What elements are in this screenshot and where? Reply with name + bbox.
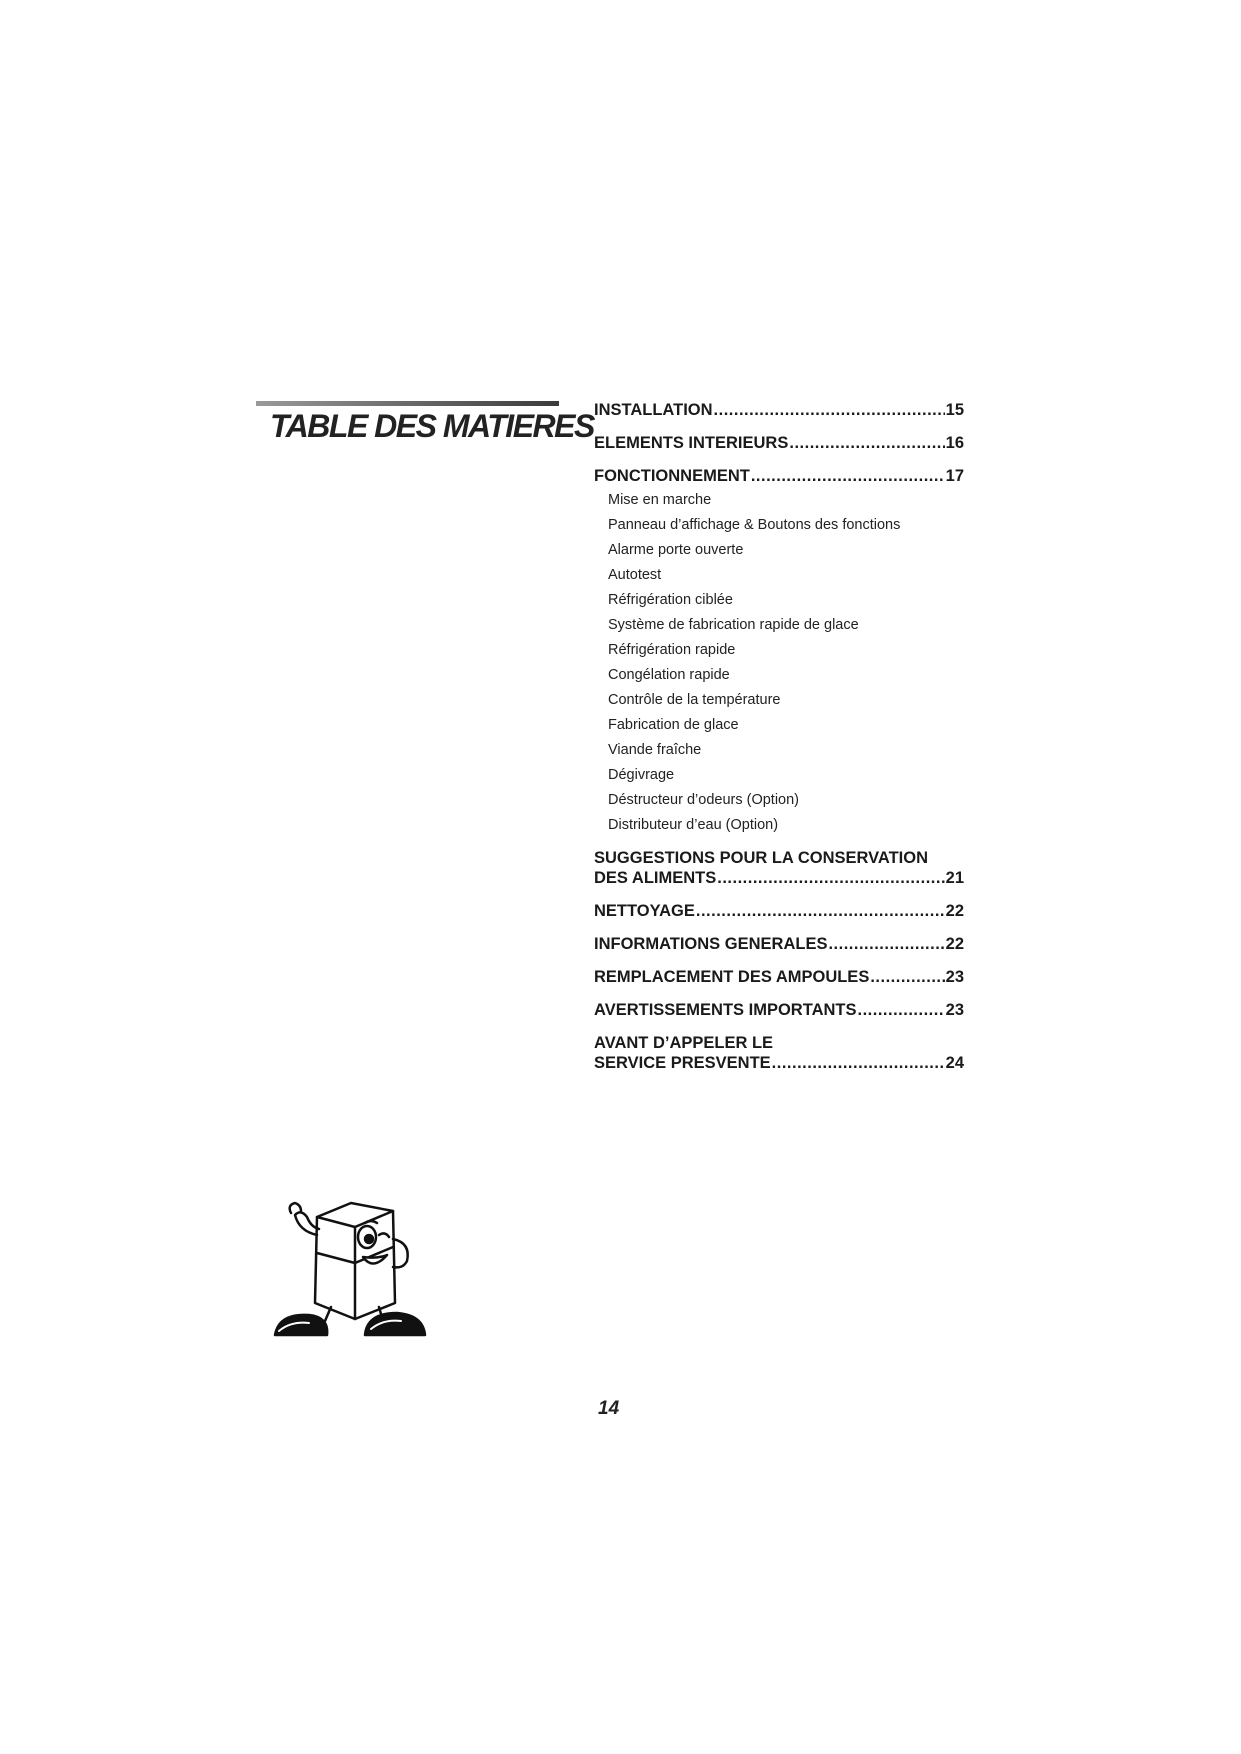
toc-leader <box>870 967 944 987</box>
page-number: 14 <box>598 1398 620 1419</box>
toc-page: 17 <box>945 467 964 485</box>
toc-subitem[interactable]: Dégivrage <box>608 767 675 783</box>
toc-subitem[interactable]: Viande fraîche <box>608 742 702 758</box>
toc-label-line1: SUGGESTIONS POUR LA CONSERVATION <box>594 849 929 867</box>
toc-entry-nettoyage[interactable] <box>594 901 964 921</box>
toc-entry-informations-generales[interactable] <box>594 934 964 954</box>
toc-label: NETTOYAGE <box>594 902 695 920</box>
toc-subitems <box>608 488 964 838</box>
toc-leader <box>772 1053 945 1073</box>
toc-label: ELEMENTS INTERIEURS <box>594 434 789 452</box>
toc-entry-suggestions[interactable] <box>594 848 964 888</box>
toc-label: DES ALIMENTS <box>594 869 717 887</box>
toc-entry-remplacement-ampoules[interactable] <box>594 967 964 987</box>
toc-label: REMPLACEMENT DES AMPOULES <box>594 968 870 986</box>
toc-subitem[interactable]: Réfrigération ciblée <box>608 592 733 608</box>
page-title: TABLE DES MATIERES <box>270 408 594 444</box>
toc-label: FONCTIONNEMENT <box>594 467 750 485</box>
toc-page: 16 <box>945 434 964 452</box>
toc-page: 23 <box>945 1001 964 1019</box>
toc-subitem[interactable]: Système de fabrication rapide de glace <box>608 617 859 633</box>
toc-subitem[interactable]: Panneau d’affichage & Boutons des fonctions <box>608 517 901 533</box>
toc-leader <box>858 1000 945 1020</box>
toc-subitem[interactable]: Congélation rapide <box>608 667 730 683</box>
toc-label: INSTALLATION <box>594 401 713 419</box>
toc-subitem[interactable]: Contrôle de la température <box>608 692 781 708</box>
toc-page: 22 <box>945 902 964 920</box>
toc-subitem[interactable]: Fabrication de glace <box>608 717 739 733</box>
toc-leader <box>696 901 945 921</box>
toc-entry-avertissements[interactable] <box>594 1000 964 1020</box>
toc-leader <box>717 868 944 888</box>
toc-page: 21 <box>945 869 964 887</box>
toc-subitem[interactable]: Alarme porte ouverte <box>608 542 744 558</box>
toc-label: INFORMATIONS GENERALES <box>594 935 828 953</box>
toc-leader <box>751 466 945 486</box>
toc-subitem[interactable]: Mise en marche <box>608 492 712 508</box>
toc-page: 15 <box>945 401 964 419</box>
toc-page: 22 <box>945 935 964 953</box>
toc-subitem[interactable]: Déstructeur d’odeurs (Option) <box>608 792 799 808</box>
toc-leader <box>714 400 945 420</box>
toc-subitem[interactable]: Autotest <box>608 567 662 583</box>
toc-entry-fonctionnement[interactable] <box>594 466 964 838</box>
toc-page: 24 <box>945 1054 964 1072</box>
toc-label-line1: AVANT D’APPELER LE <box>594 1034 774 1052</box>
toc-entry-service-presvente[interactable] <box>594 1033 964 1073</box>
title-rule <box>256 401 559 406</box>
refrigerator-mascot-icon <box>255 1195 445 1345</box>
toc-entry-elements-interieurs[interactable] <box>594 433 964 453</box>
toc-leader <box>789 433 944 453</box>
toc-subitem[interactable]: Distributeur d’eau (Option) <box>608 817 779 833</box>
toc-subitem[interactable]: Réfrigération rapide <box>608 642 736 658</box>
toc-leader <box>828 934 944 954</box>
toc-page: 23 <box>945 968 964 986</box>
toc-entry-installation[interactable] <box>594 400 964 420</box>
toc-label: SERVICE PRESVENTE <box>594 1054 771 1072</box>
toc-label: AVERTISSEMENTS IMPORTANTS <box>594 1001 857 1019</box>
table-of-contents <box>594 400 964 1073</box>
